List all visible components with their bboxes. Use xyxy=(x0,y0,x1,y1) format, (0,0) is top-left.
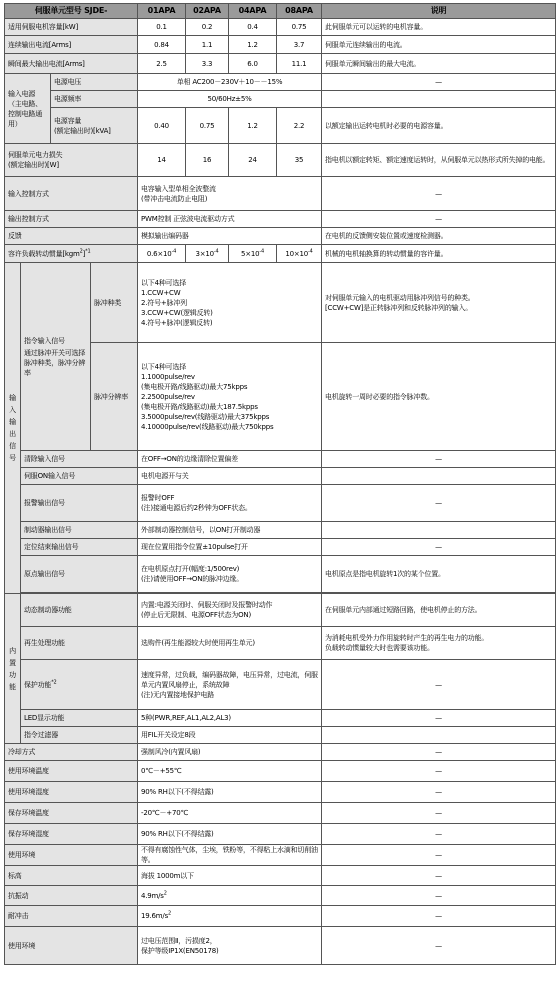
cell-desc: — xyxy=(322,782,556,803)
table-row xyxy=(5,824,556,845)
table-row xyxy=(5,91,556,108)
row-label: 抗振动 xyxy=(5,886,138,906)
row-label: 原点输出信号 xyxy=(21,556,138,593)
cell-value: 3.7 xyxy=(277,36,322,54)
cell-value: 0.75 xyxy=(277,19,322,36)
cell-desc xyxy=(322,91,556,108)
table-row xyxy=(5,927,556,965)
cell-value: $3\times 10^{-4}$ xyxy=(186,245,229,263)
cell-desc: 对伺服单元输入的电机驱动用脉冲列信号的种类。 [CCW+CW]是正转脉冲列和反转脉冲列的输入。 xyxy=(322,263,556,343)
cell-desc: — xyxy=(322,485,556,522)
cell-value: 现在位置用指令位置±10pulse打开 xyxy=(138,539,322,556)
cell-value: 14 xyxy=(138,144,186,177)
builtin-group-label xyxy=(5,594,21,744)
cell-desc: — xyxy=(322,539,556,556)
cell-value: 1.1 xyxy=(186,36,229,54)
cell-desc: — xyxy=(322,761,556,782)
cell-value: 24 xyxy=(229,144,277,177)
cell-desc: 在伺服单元内部通过短路回路，使电机停止的方法。 xyxy=(322,594,556,627)
cell-value: 0.1 xyxy=(138,19,186,36)
cell-desc: — xyxy=(322,866,556,886)
cell-value: 外部制动器控制信号，以ON打开制动器 xyxy=(138,522,322,539)
cmd-input-label xyxy=(21,263,91,451)
header-col: 02APA xyxy=(186,4,229,19)
row-label: 耐冲击 xyxy=(5,906,138,927)
cell-value: 0.40 xyxy=(138,108,186,144)
row-label: 报警输出信号 xyxy=(21,485,138,522)
cell-desc: — xyxy=(322,177,556,211)
row-label: 指令过滤器 xyxy=(21,727,138,744)
table-row xyxy=(5,627,556,660)
cell-value: 过电压范围Ⅱ，污损度2， 保护等级IP1X(EN50178) xyxy=(138,927,322,965)
row-label: 反馈 xyxy=(5,228,138,245)
table-row xyxy=(5,36,556,54)
cell-value: 0.75 xyxy=(186,108,229,144)
cell-value: PWM控制 正弦波电流驱动方式 xyxy=(138,211,322,228)
cell-value: 50/60Hz±5% xyxy=(138,91,322,108)
superscript: 2 xyxy=(79,248,83,255)
inertia-label: 容许负载转动惯量[kgm xyxy=(8,249,80,258)
table-row xyxy=(5,710,556,727)
cell-desc: 机械的电机轴换算的转动惯量的容许量。 xyxy=(322,245,556,263)
cell-value: 2.2 xyxy=(277,108,322,144)
table-row xyxy=(5,228,556,245)
cell-desc: 此伺服单元可以运转的电机容量。 xyxy=(322,19,556,36)
cell-value: 用FIL开关设定8段 xyxy=(138,727,322,744)
row-label xyxy=(5,245,138,263)
row-label: 动态制动器功能 xyxy=(21,594,138,627)
cmd-title: 指令输入信号 xyxy=(24,336,65,345)
cell-value: 以下4种可选择 1.CCW+CW 2.符号+脉冲列 3.CCW+CW(逻辑反转) 4.符号+脉冲(逻辑反转) xyxy=(138,263,322,343)
cell-desc xyxy=(322,522,556,539)
cell-value: 16 xyxy=(186,144,229,177)
cell-desc: — xyxy=(322,906,556,927)
cell-desc: 指电机以额定转矩、额定速度运转时，从伺服单元以热形式所失掉的电能。 xyxy=(322,144,556,177)
table-row xyxy=(5,744,556,761)
row-label: 脉冲种类 xyxy=(91,263,138,343)
row-label: 输出控制方式 xyxy=(5,211,138,228)
row-label: 电源电压 xyxy=(51,74,138,91)
cell-value: 35 xyxy=(277,144,322,177)
table-row xyxy=(5,263,556,343)
cell-value: 在电机原点打开(幅度:1/500rev) (注)请使用OFF→ON的脉冲边缘。 xyxy=(138,556,322,593)
cell-desc: — xyxy=(322,824,556,845)
table-row xyxy=(5,906,556,927)
cell-value: 1.2 xyxy=(229,108,277,144)
table-row xyxy=(5,660,556,710)
table-row xyxy=(5,803,556,824)
row-label: 定位结束输出信号 xyxy=(21,539,138,556)
cell-desc: — xyxy=(322,660,556,710)
row-label: 输入控制方式 xyxy=(5,177,138,211)
table-row xyxy=(5,485,556,522)
cell-desc: — xyxy=(322,211,556,228)
row-label: 伺服单元电力损失 (额定输出时)[W] xyxy=(5,144,138,177)
cell-value: 5种(PWR,REF,AL1,AL2,AL3) xyxy=(138,710,322,727)
table-row xyxy=(5,468,556,485)
cell-desc: 以额定输出运转电机时必要的电源容量。 xyxy=(322,108,556,144)
io-group-label xyxy=(5,263,21,594)
row-label: 使用环境 xyxy=(5,845,138,866)
cell-desc: — xyxy=(322,451,556,468)
cell-desc xyxy=(322,727,556,744)
cell-value: 强制风冷(内置风扇) xyxy=(138,744,322,761)
power-group-label: 输入电源（主电路、控制电路通用） xyxy=(5,74,51,144)
table-row xyxy=(5,451,556,468)
cell-value: $5\times 10^{-4}$ xyxy=(229,245,277,263)
table-row xyxy=(5,54,556,74)
cell-value: 电机电源开与关 xyxy=(138,468,322,485)
table-row xyxy=(5,886,556,906)
table-row xyxy=(5,539,556,556)
table-row xyxy=(5,866,556,886)
footnote-mark: *2 xyxy=(51,679,57,686)
row-label: 冷却方式 xyxy=(5,744,138,761)
vertical-label: 内置功能 xyxy=(9,646,16,691)
row-label: 电源容量 (额定输出时)[kVA] xyxy=(51,108,138,144)
cell-value: 速度异常，过负载，编码器故障，电压异常，过电流，伺服单元内置风扇停止，系统故障 (注)无内置接地保护电路 xyxy=(138,660,322,710)
cell-value: 选购件(再生能源较大时使用再生单元) xyxy=(138,627,322,660)
cell-value: 报警时OFF (注)接通电源后约2秒钟为OFF状态。 xyxy=(138,485,322,522)
row-label xyxy=(21,660,138,710)
row-label: 电源频率 xyxy=(51,91,138,108)
table-row xyxy=(5,74,556,91)
cell-value: 0.2 xyxy=(186,19,229,36)
header-row xyxy=(5,4,556,19)
cell-desc: — xyxy=(322,710,556,727)
table-row xyxy=(5,177,556,211)
cell-desc: — xyxy=(322,886,556,906)
cell-desc: 电机旋转一周时必要的指令脉冲数。 xyxy=(322,343,556,451)
row-label: 使用环境 xyxy=(5,927,138,965)
row-label: LED显示功能 xyxy=(21,710,138,727)
table-row xyxy=(5,19,556,36)
table-row xyxy=(5,845,556,866)
cell-value: 以下4种可选择 1.1000pulse/rev (集电极开路/线路驱动)最大75kpps 2.2500pulse/rev (集电极开路/线路驱动)最大187.5kpps 3.5000pulse/rev(线路驱动)最大375kpps 4.10000pulse/rev(线路驱动)最大750kpps xyxy=(138,343,322,451)
cell-value: 2.5 xyxy=(138,54,186,74)
cell-value: 11.1 xyxy=(277,54,322,74)
row-label: 再生处理功能 xyxy=(21,627,138,660)
table-row xyxy=(5,594,556,627)
row-label: 连续输出电流[Arms] xyxy=(5,36,138,54)
cell-value: 90% RH以下(不得结露) xyxy=(138,824,322,845)
table-row xyxy=(5,556,556,593)
cell-desc: 电机原点是指电机旋转1次的某个位置。 xyxy=(322,556,556,593)
table-row xyxy=(5,211,556,228)
footnote-mark: *1 xyxy=(85,248,91,255)
vertical-label: 输入输出信号 xyxy=(9,394,16,462)
cell-value: $0.6\times 10^{-4}$ xyxy=(138,245,186,263)
cell-value: 海拔 1000m以下 xyxy=(138,866,322,886)
header-desc: 说明 xyxy=(322,4,556,19)
cell-value: 1.2 xyxy=(229,36,277,54)
cell-desc: 伺服单元瞬间输出的最大电流。 xyxy=(322,54,556,74)
spec-table xyxy=(4,3,556,965)
table-row xyxy=(5,245,556,263)
cell-value: 不得有腐蚀性气体，尘埃，铁粉等，不得粘上水滴和切削油等。 xyxy=(138,845,322,866)
inertia-label-end: ] xyxy=(82,249,86,258)
cell-value: $19.6m/s^2$ xyxy=(138,906,322,927)
cell-desc: — xyxy=(322,803,556,824)
cell-value: 0.4 xyxy=(229,19,277,36)
row-label: 制动器输出信号 xyxy=(21,522,138,539)
cell-desc: 在电机的反馈侧安装位置或速度检测器。 xyxy=(322,228,556,245)
header-col: 08APA xyxy=(277,4,322,19)
cell-desc: 为消耗电机受外力作用旋转时产生的再生电力的功能。 负载转动惯量较大时也需要该功能。 xyxy=(322,627,556,660)
row-label: 清除输入信号 xyxy=(21,451,138,468)
protect-label: 保护功能 xyxy=(24,680,52,689)
cell-value: $10\times 10^{-4}$ xyxy=(277,245,322,263)
cell-value: 90% RH以下(不得结露) xyxy=(138,782,322,803)
cell-value: 6.0 xyxy=(229,54,277,74)
table-row xyxy=(5,108,556,144)
cell-desc: — xyxy=(322,744,556,761)
cell-value: 单相 AC200－230V＋10－－15% xyxy=(138,74,322,91)
cell-value: -20℃－+70℃ xyxy=(138,803,322,824)
cell-desc: 伺服单元连续输出的电流。 xyxy=(322,36,556,54)
row-label: 保存环境温度 xyxy=(5,803,138,824)
row-label: 保存环境湿度 xyxy=(5,824,138,845)
header-col: 01APA xyxy=(138,4,186,19)
row-label: 使用环境湿度 xyxy=(5,782,138,803)
row-label: 适用伺服电机容量[kW] xyxy=(5,19,138,36)
cell-value: 0.84 xyxy=(138,36,186,54)
cell-value: $4.9m/s^2$ xyxy=(138,886,322,906)
cell-desc: — xyxy=(322,74,556,91)
cell-desc: — xyxy=(322,927,556,965)
row-label: 脉冲分辨率 xyxy=(91,343,138,451)
header-col: 04APA xyxy=(229,4,277,19)
row-label: 瞬间最大输出电流[Arms] xyxy=(5,54,138,74)
cell-value: 内置:电源关闭时、伺服关闭时及报警时动作 (停止后无限制、电源OFF状态为ON) xyxy=(138,594,322,627)
cell-desc: — xyxy=(322,845,556,866)
table-row xyxy=(5,144,556,177)
cell-value: 在OFF→ON的边缘清除位置偏差 xyxy=(138,451,322,468)
cell-value: 模拟输出编码器 xyxy=(138,228,322,245)
cell-value: 电容输入型单相全波整流 (带冲击电流防止电阻) xyxy=(138,177,322,211)
cmd-sub: 通过脉冲开关可选择脉冲种类，脉冲分辨率 xyxy=(24,348,86,377)
table-row xyxy=(5,761,556,782)
table-row xyxy=(5,782,556,803)
table-row xyxy=(5,727,556,744)
row-label: 使用环境温度 xyxy=(5,761,138,782)
table-row xyxy=(5,522,556,539)
row-label: 伺服ON输入信号 xyxy=(21,468,138,485)
cell-value: 0℃－+55℃ xyxy=(138,761,322,782)
cell-value: 3.3 xyxy=(186,54,229,74)
row-label: 标高 xyxy=(5,866,138,886)
header-model: 伺服单元型号 SJDE- xyxy=(5,4,138,19)
cell-desc xyxy=(322,468,556,485)
